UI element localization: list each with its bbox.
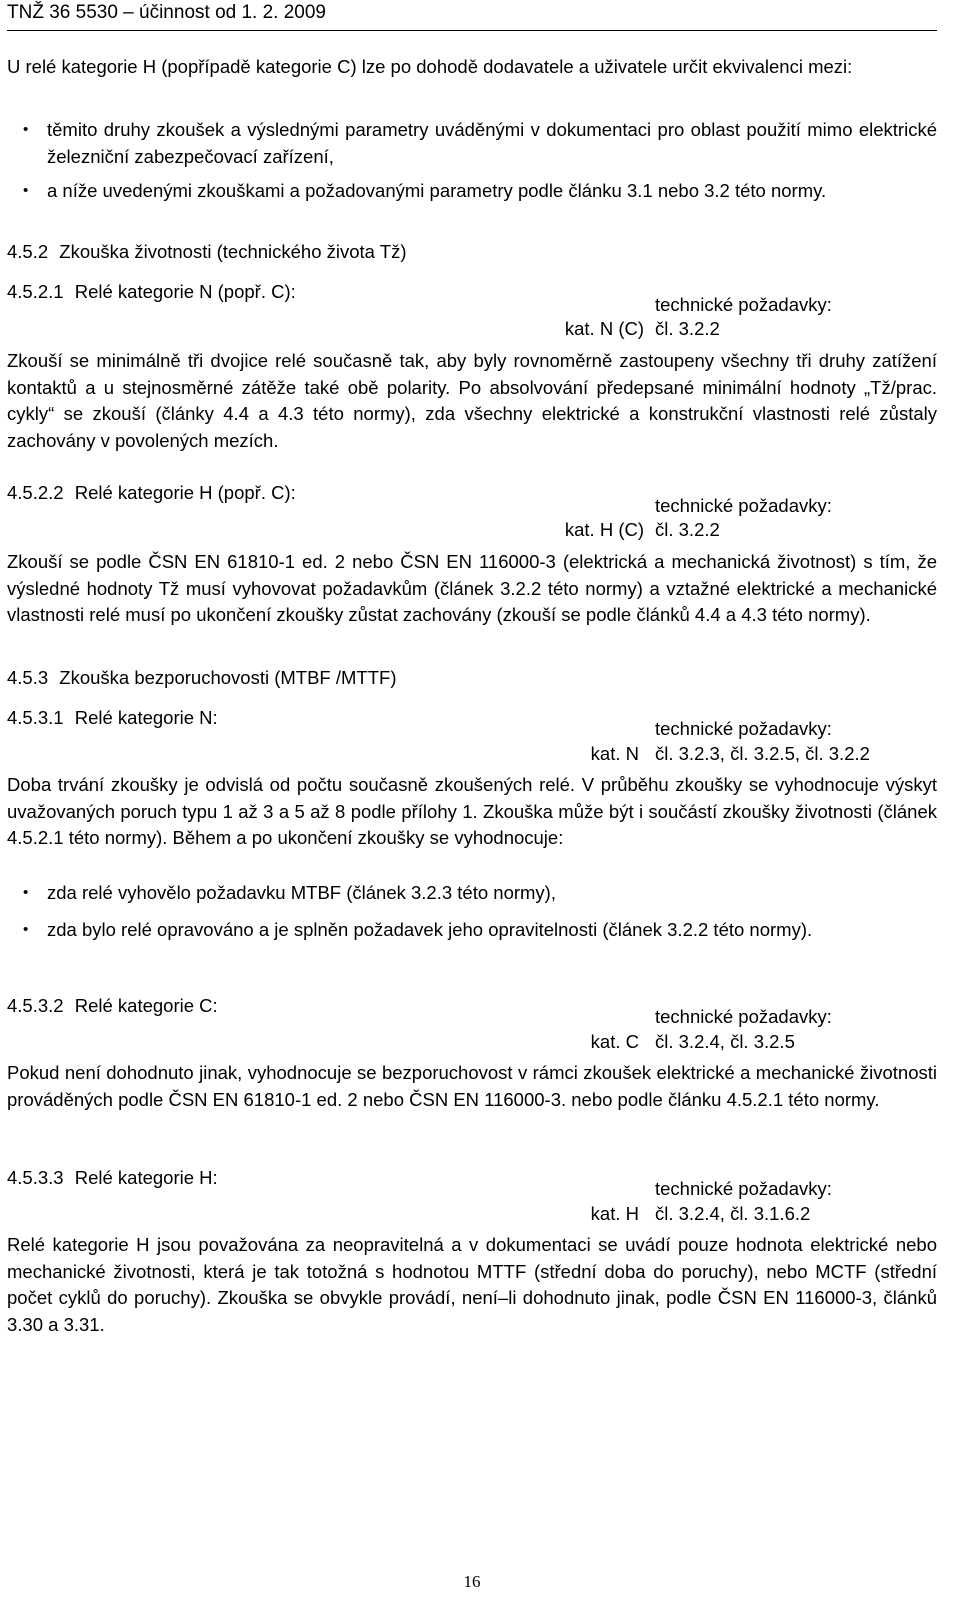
paragraph: Relé kategorie H jsou považována za neopravitelná a v dokumentaci se uvádí pouze hodnota elektrické nebo mechanické životnosti, která je tak totožná s hodnotou MTTF (střední doba do poruchy), nebo MCTF (střední počet cyklů do poruchy). Zkouška se obvykle provádí, není–li dohodnuto jinak, podle ČSN EN 116000-3, článků 3.30 a 3.31. bbox=[7, 1234, 937, 1335]
paragraph: Zkouší se minimálně tři dvojice relé současně tak, aby byly rovnoměrně zastoupeny všechny tři druhy zatížení kontaktů a u stejnosměrné zátěže také obě polarity. Po absolvování předepsané minimální hodnoty „Tž/prac. cykly“ se zkouší (články 4.4 a 4.3 této normy), zda všechny elektrické a konstrukční vlastnosti relé zůstaly zachovány v povolených mezích. bbox=[7, 350, 937, 451]
requirement-reference: čl. 3.2.4, čl. 3.2.5 bbox=[655, 1031, 795, 1052]
category-label: kat. C bbox=[590, 1031, 639, 1052]
requirement-reference: čl. 3.2.3, čl. 3.2.5, čl. 3.2.2 bbox=[655, 743, 870, 764]
section-heading-4-5-2: 4.5.2 Zkouška životnosti (technického života Tž) bbox=[7, 241, 407, 262]
section-heading-4-5-3-2: 4.5.3.2 Relé kategorie C: bbox=[7, 995, 218, 1016]
list-item: • a níže uvedenými zkouškami a požadovanými parametry podle článku 3.1 nebo 3.2 této normy. bbox=[7, 178, 937, 205]
section-heading-4-5-3-1: 4.5.3.1 Relé kategorie N: bbox=[7, 707, 218, 728]
intro-paragraph: U relé kategorie H (popřípadě kategorie C) lze po dohodě dodavatele a uživatele určit ekvivalenci mezi: bbox=[7, 56, 853, 77]
bullet-icon: • bbox=[23, 884, 29, 901]
paragraph: Zkouší se podle ČSN EN 61810-1 ed. 2 nebo ČSN EN 116000-3 (elektrická a mechanická životnost) s tím, že výsledné hodnoty Tž musí vyhovovat požadavkům (článek 3.2.2 této normy) a vztažné elektrické a mechanické vlastnosti relé musí po ukončení zkoušky zůstat zachovány (zkouší se podle článků 4.4 a 4.3 této normy). bbox=[7, 551, 937, 625]
requirements-label: technické požadavky: bbox=[655, 1178, 832, 1199]
requirements-label: technické požadavky: bbox=[655, 294, 832, 315]
requirement-reference: čl. 3.2.2 bbox=[655, 519, 720, 540]
page-number: 16 bbox=[463, 1572, 481, 1591]
requirements-label: technické požadavky: bbox=[655, 718, 832, 739]
list-item: • zda relé vyhovělo požadavku MTBF (článek 3.2.3 této normy), bbox=[7, 880, 937, 907]
requirement-reference: čl. 3.2.4, čl. 3.1.6.2 bbox=[655, 1203, 811, 1224]
list-item: • zda bylo relé opravováno a je splněn požadavek jeho opravitelnosti (článek 3.2.2 této normy). bbox=[7, 917, 937, 944]
bullet-icon: • bbox=[23, 920, 29, 938]
evaluation-bullet-list bbox=[7, 880, 937, 943]
document-header: TNŽ 36 5530 – účinnost od 1. 2. 2009 bbox=[7, 2, 326, 23]
bullet-icon: • bbox=[23, 121, 29, 138]
category-label: kat. H bbox=[590, 1203, 639, 1224]
section-heading-4-5-3-3: 4.5.3.3 Relé kategorie H: bbox=[7, 1167, 218, 1188]
paragraph: Doba trvání zkoušky je odvislá od počtu současně zkoušených relé. V průběhu zkoušky se vyhodnocuje výskyt uvažovaných poruch typu 1 až 3 a 5 až 8 podle přílohy 1. Zkouška může být i součástí zkoušky životnosti (článek 4.5.2.1 této normy). Během a po ukončení zkoušky se vyhodnocuje: bbox=[7, 774, 937, 848]
paragraph: Pokud není dohodnuto jinak, vyhodnocuje se bezporuchovost v rámci zkoušek elektrické a mechanické životnosti prováděných podle ČSN EN 61810-1 ed. 2 nebo ČSN EN 116000-3. nebo podle článku 4.5.2.1 této normy. bbox=[7, 1062, 937, 1110]
category-label: kat. N (C) bbox=[564, 318, 644, 339]
requirement-reference: čl. 3.2.2 bbox=[655, 318, 720, 339]
section-heading-4-5-3: 4.5.3 Zkouška bezporuchovosti (MTBF /MTTF) bbox=[7, 667, 397, 688]
requirements-label: technické požadavky: bbox=[655, 1006, 832, 1027]
document-page bbox=[7, 0, 937, 1608]
section-heading-4-5-2-2: 4.5.2.2 Relé kategorie H (popř. C): bbox=[7, 482, 296, 503]
category-label: kat. H (C) bbox=[564, 519, 644, 540]
section-heading-4-5-2-1: 4.5.2.1 Relé kategorie N (popř. C): bbox=[7, 281, 296, 302]
category-label: kat. N bbox=[590, 743, 639, 764]
requirements-label: technické požadavky: bbox=[655, 495, 832, 516]
header-rule bbox=[7, 30, 937, 31]
bullet-icon: • bbox=[23, 182, 29, 199]
intro-bullet-list bbox=[7, 117, 937, 205]
list-item: • těmito druhy zkoušek a výslednými parametry uváděnými v dokumentaci pro oblast použití mimo elektrické železniční zabezpečovací zařízení, bbox=[23, 119, 937, 167]
